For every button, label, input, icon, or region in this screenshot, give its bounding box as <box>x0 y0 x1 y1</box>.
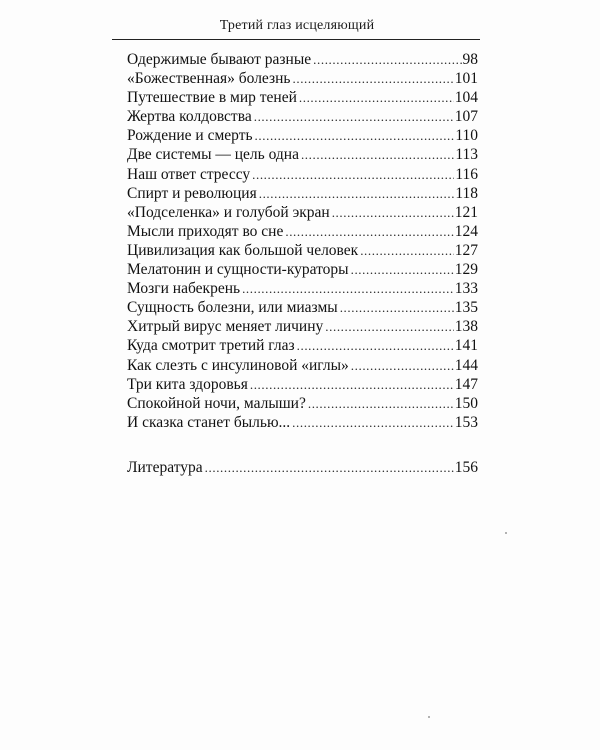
table-of-contents <box>127 50 478 477</box>
dot-leader <box>308 394 454 413</box>
toc-entry-title: Одержимые бывают разные <box>127 51 312 68</box>
toc-entry <box>127 69 478 88</box>
toc-entry <box>127 203 478 222</box>
dot-leader <box>242 279 454 298</box>
toc-entry-page: 104 <box>454 89 478 107</box>
toc-entry-page: 156 <box>454 458 478 476</box>
toc-entry-page: 118 <box>455 184 478 202</box>
dot-leader <box>293 69 454 88</box>
toc-entry <box>127 356 478 375</box>
toc-entry-page: 150 <box>454 394 478 412</box>
toc-entry <box>127 107 478 126</box>
toc-entry-title: Литература <box>127 458 203 476</box>
toc-entry-title: Рождение и смерть <box>127 127 253 145</box>
toc-entry-title: «Божественная» болезнь <box>127 70 291 88</box>
dot-leader <box>332 203 454 222</box>
toc-entry-title: Наш ответ стрессу <box>127 165 251 183</box>
toc-entry-title: Мозги набекрень <box>127 280 241 298</box>
dot-leader <box>313 50 461 69</box>
toc-entry-title: И сказка станет былью... <box>127 413 291 431</box>
toc-entry-page: 147 <box>454 375 478 393</box>
toc-entry-title: Жертва колдовства <box>127 108 252 126</box>
toc-entry-title: Мелатонин и сущности-кураторы <box>127 261 349 279</box>
running-header: Третий глаз исцеляющий <box>219 18 375 33</box>
toc-entry-title: Хитрый вирус меняет личину <box>127 318 324 336</box>
toc-entry <box>127 375 478 394</box>
dot-leader <box>351 260 454 279</box>
dot-leader <box>255 126 455 145</box>
toc-entry <box>127 394 478 413</box>
toc-entry-title: Мысли приходят во сне <box>127 222 284 240</box>
toc-entry-page: 135 <box>454 299 478 317</box>
toc-entry <box>127 317 478 336</box>
dot-leader <box>252 165 454 184</box>
toc-entry-page: 116 <box>455 165 478 183</box>
toc-entry <box>127 126 478 145</box>
toc-entry-page: 121 <box>454 203 478 221</box>
toc-entry-page: 129 <box>454 261 478 279</box>
toc-entry-title: Спирт и революция <box>127 184 257 202</box>
dot-leader <box>299 88 454 107</box>
dot-leader <box>297 336 454 355</box>
toc-entry <box>127 222 478 241</box>
toc-entry-page: 144 <box>454 356 478 374</box>
toc-entry <box>127 260 478 279</box>
toc-entry <box>127 413 478 432</box>
toc-entry-page: 124 <box>454 222 478 240</box>
toc-entry <box>127 184 478 203</box>
toc-entry-page: 153 <box>454 413 478 431</box>
toc-entry <box>127 88 478 107</box>
paper-speck <box>428 716 430 718</box>
dot-leader <box>254 107 454 126</box>
dot-leader <box>259 184 455 203</box>
toc-entry <box>127 165 478 184</box>
toc-entry-page: 127 <box>454 241 478 259</box>
dot-leader <box>301 145 454 164</box>
dot-leader <box>292 413 454 432</box>
toc-entry <box>127 50 478 69</box>
toc-entry-title: «Подселенка» и голубой экран <box>127 203 330 221</box>
dot-leader <box>340 298 454 317</box>
toc-entry <box>127 336 478 355</box>
toc-entry-bibliography <box>127 458 478 477</box>
toc-entry-title: Как слезть с инсулиновой «иглы» <box>127 356 349 374</box>
dot-leader <box>325 317 453 336</box>
section-gap <box>127 432 478 458</box>
toc-entry-title: Спокойной ночи, малыши? <box>127 394 306 412</box>
dot-leader <box>205 458 454 477</box>
paper-speck <box>505 532 507 534</box>
toc-entry <box>127 241 478 260</box>
dot-leader <box>360 241 454 260</box>
toc-entry-title: Цивилизация как большой человек <box>127 241 359 259</box>
toc-entry <box>127 145 478 164</box>
toc-entry-page: 101 <box>454 70 478 88</box>
toc-entry <box>127 298 478 317</box>
toc-entry-title: Три кита здоровья <box>127 375 248 393</box>
toc-entry-page: 141 <box>454 337 478 355</box>
toc-entry-title: Путешествие в мир теней <box>127 89 297 107</box>
toc-entry-page: 133 <box>454 280 478 298</box>
toc-entry-title: Куда смотрит третий глаз <box>127 337 295 355</box>
toc-entry-page: 98 <box>462 51 478 68</box>
toc-entry-page: 110 <box>455 127 478 145</box>
toc-entry-page: 107 <box>454 108 478 126</box>
header-rule <box>112 39 480 40</box>
toc-entry-title: Две системы — цель одна <box>127 146 299 164</box>
toc-entry-page: 138 <box>454 318 478 336</box>
toc-entry-page: 113 <box>455 146 478 164</box>
dot-leader <box>351 356 454 375</box>
dot-leader <box>250 375 454 394</box>
dot-leader <box>285 222 453 241</box>
toc-entry <box>127 279 478 298</box>
toc-entry-title: Сущность болезни, или миазмы <box>127 299 338 317</box>
